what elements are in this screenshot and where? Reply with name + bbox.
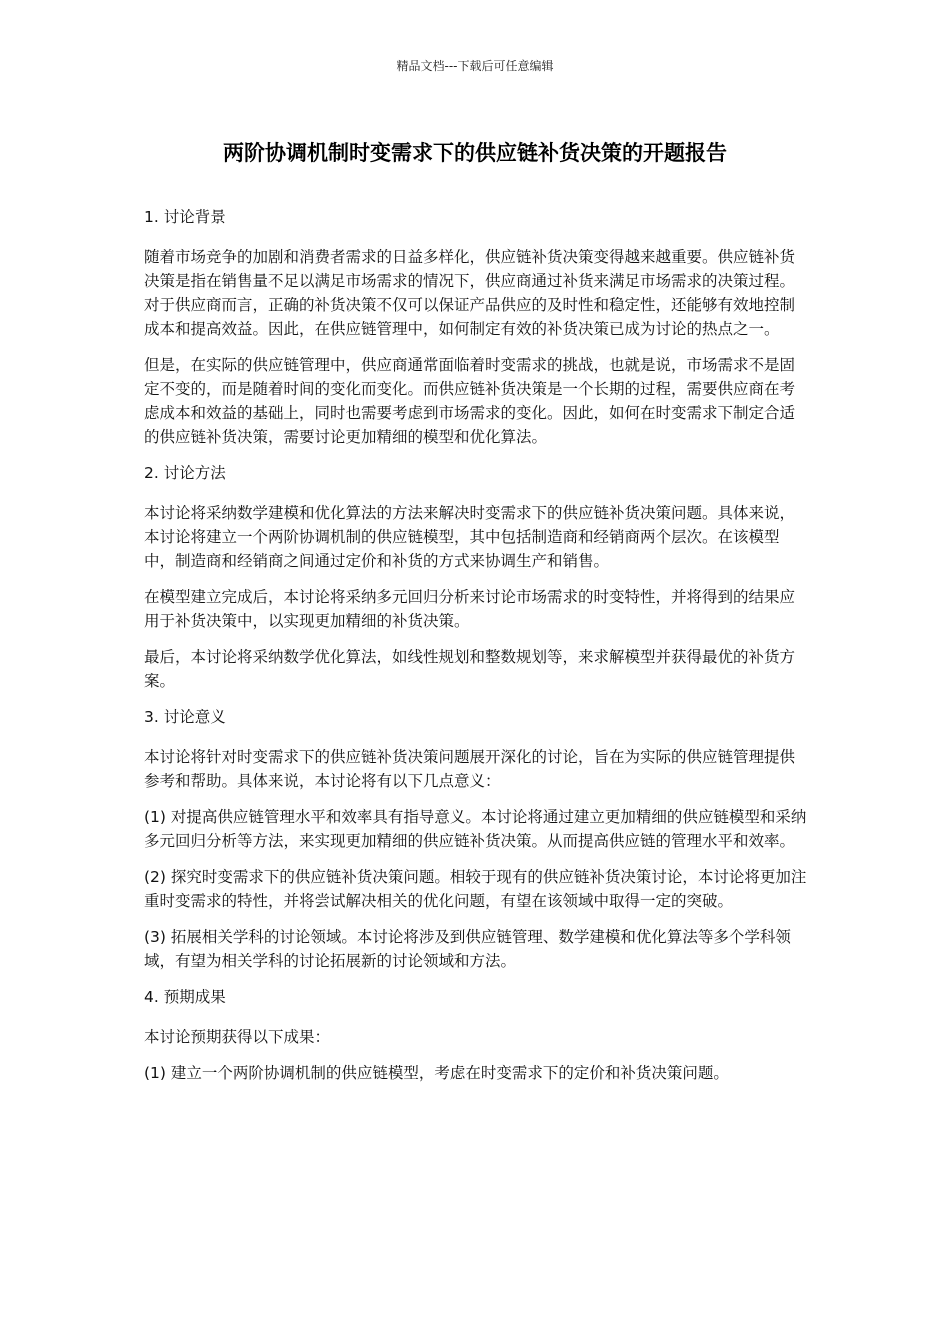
paragraph: 随着市场竞争的加剧和消费者需求的日益多样化，供应链补货决策变得越来越重要。供应链补货决策是指在销售量不足以满足市场需求的情况下，供应商通过补货来满足市场需求的决策过程。对于供应商而言，正确的补货决策不仅可以保证产品供应的及时性和稳定性，还能够有效地控制成本和提高效益。因此，在供应链管理中，如何制定有效的补货决策已成为讨论的热点之一。 xyxy=(144,248,796,338)
paragraph: 但是，在实际的供应链管理中，供应商通常面临着时变需求的挑战，也就是说，市场需求不是固定不变的，而是随着时间的变化而变化。而供应链补货决策是一个长期的过程，需要供应商在考虑成本和效益的基础上，同时也需要考虑到市场需求的变化。因此，如何在时变需求下制定合适的供应链补货决策，需要讨论更加精细的模型和优化算法。 xyxy=(144,356,796,446)
paragraph: (1) 对提高供应链管理水平和效率具有指导意义。本讨论将通过建立更加精细的供应链模型和采纳多元回归分析等方法，来实现更加精细的供应链补货决策。从而提高供应链的管理水平和效率。 xyxy=(144,808,807,850)
section-heading-significance: 3. 讨论意义 xyxy=(144,708,226,726)
section-heading-outcomes: 4. 预期成果 xyxy=(144,988,226,1006)
paragraph: 本讨论将采纳数学建模和优化算法的方法来解决时变需求下的供应链补货决策问题。具体来说，本讨论将建立一个两阶协调机制的供应链模型，其中包括制造商和经销商两个层次。在该模型中，制造商和经销商之间通过定价和补货的方式来协调生产和销售。 xyxy=(144,504,796,570)
paragraph: 在模型建立完成后，本讨论将采纳多元回归分析来讨论市场需求的时变特性，并将得到的结果应用于补货决策中，以实现更加精细的补货决策。 xyxy=(144,588,796,630)
paragraph: (3) 拓展相关学科的讨论领域。本讨论将涉及到供应链管理、数学建模和优化算法等多个学科领域，有望为相关学科的讨论拓展新的讨论领域和方法。 xyxy=(144,928,791,970)
document-body xyxy=(144,205,809,1097)
paragraph: 最后，本讨论将采纳数学优化算法，如线性规划和整数规划等，来求解模型并获得最优的补货方案。 xyxy=(144,648,796,690)
section-heading-method: 2. 讨论方法 xyxy=(144,464,226,482)
page-title: 两阶协调机制时变需求下的供应链补货决策的开题报告 xyxy=(223,141,727,165)
paragraph: 本讨论预期获得以下成果： xyxy=(144,1028,331,1046)
paragraph: (2) 探究时变需求下的供应链补货决策问题。相较于现有的供应链补货决策讨论，本讨论将更加注重时变需求的特性，并将尝试解决相关的优化问题，有望在该领域中取得一定的突破。 xyxy=(144,868,807,910)
paragraph: (1) 建立一个两阶协调机制的供应链模型，考虑在时变需求下的定价和补货决策问题。 xyxy=(144,1064,729,1082)
header-note: 精品文档---下载后可任意编辑 xyxy=(396,59,554,73)
section-heading-background: 1. 讨论背景 xyxy=(144,208,226,226)
paragraph: 本讨论将针对时变需求下的供应链补货决策问题展开深化的讨论，旨在为实际的供应链管理提供参考和帮助。具体来说，本讨论将有以下几点意义： xyxy=(144,748,796,790)
